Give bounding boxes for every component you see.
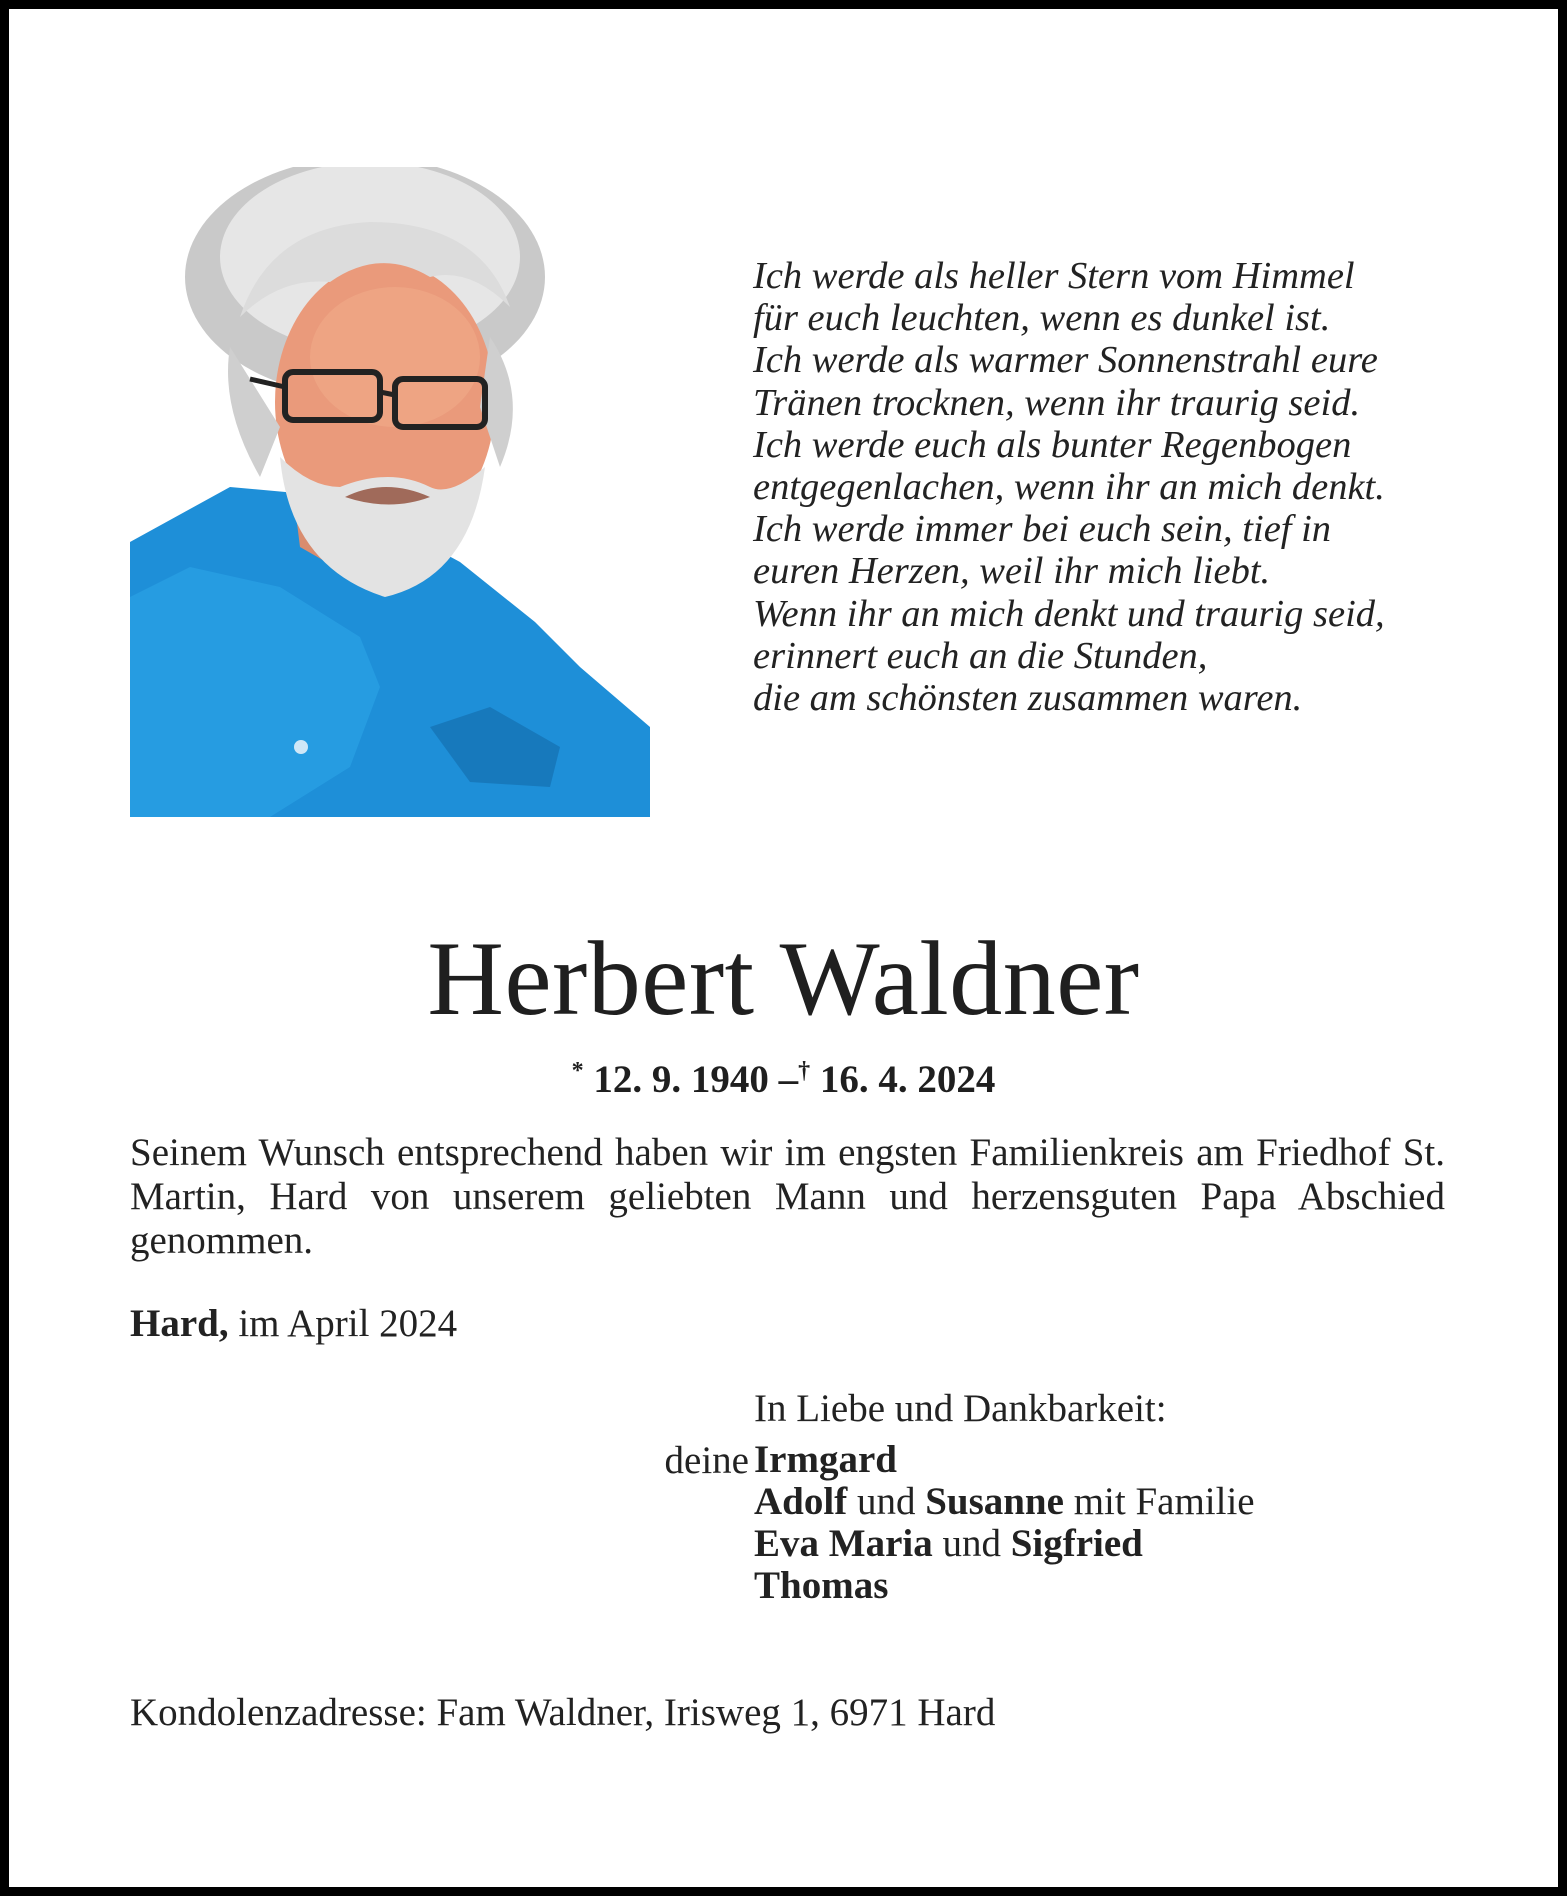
family-member: Susanne — [925, 1480, 1064, 1523]
family-line — [754, 1481, 1255, 1523]
family-intro: In Liebe und Dankbarkeit: — [754, 1387, 1167, 1430]
poem-line: Ich werde immer bei euch sein, tief in — [753, 508, 1332, 551]
date-separator: – — [778, 1058, 799, 1101]
death-date: 16. 4. 2024 — [819, 1058, 996, 1101]
family-member: Eva Maria — [754, 1522, 933, 1565]
family-signatures — [754, 1439, 1255, 1607]
poem — [753, 255, 1385, 719]
announcement-text: Seinem Wunsch entsprechend haben wir im engsten Familienkreis am Friedhof St. Martin, Hard von unserem geliebten Mann und herzensguten Papa Abschied genommen. — [130, 1131, 1445, 1262]
date-text: im April 2024 — [238, 1302, 458, 1345]
poem-line: Wenn ihr an mich denkt und traurig seid, — [753, 592, 1385, 635]
place: Hard, — [130, 1302, 229, 1345]
family-line — [754, 1439, 1255, 1481]
family-member: Sigfried — [1010, 1522, 1143, 1565]
family-suffix: mit Familie — [1073, 1480, 1255, 1523]
family-prefix: deine — [664, 1439, 749, 1482]
death-symbol: † — [798, 1058, 811, 1084]
place-date — [130, 1302, 457, 1346]
life-dates — [9, 1049, 1558, 1102]
poem-line: Ich werde euch als bunter Regenbogen — [753, 423, 1352, 466]
birth-date: 12. 9. 1940 — [593, 1058, 769, 1101]
poem-line: für euch leuchten, wenn es dunkel ist. — [753, 297, 1331, 340]
family-member: Thomas — [754, 1564, 889, 1607]
poem-line: Ich werde als warmer Sonnenstrahl eure — [753, 339, 1378, 382]
deceased-name: Herbert Waldner — [427, 920, 1140, 1037]
conjunction: und — [942, 1522, 1001, 1565]
birth-symbol: * — [571, 1058, 584, 1084]
family-member: Adolf — [754, 1480, 848, 1523]
family-line — [754, 1565, 1255, 1607]
conjunction: und — [856, 1480, 916, 1523]
poem-line: Tränen trocknen, wenn ihr traurig seid. — [753, 381, 1361, 424]
poem-line: die am schönsten zusammen waren. — [753, 677, 1303, 720]
family-member: Irmgard — [754, 1438, 897, 1481]
poem-line: erinnert euch an die Stunden, — [753, 634, 1208, 677]
condolence-address: Kondolenzadresse: Fam Waldner, Irisweg 1, 6971 Hard — [130, 1691, 996, 1734]
poem-line: Ich werde als heller Stern vom Himmel — [753, 255, 1355, 297]
poem-line: euren Herzen, weil ihr mich liebt. — [753, 550, 1271, 593]
family-line — [754, 1523, 1255, 1565]
portrait-photo — [130, 167, 650, 817]
poem-line: entgegenlachen, wenn ihr an mich denkt. — [753, 466, 1385, 509]
